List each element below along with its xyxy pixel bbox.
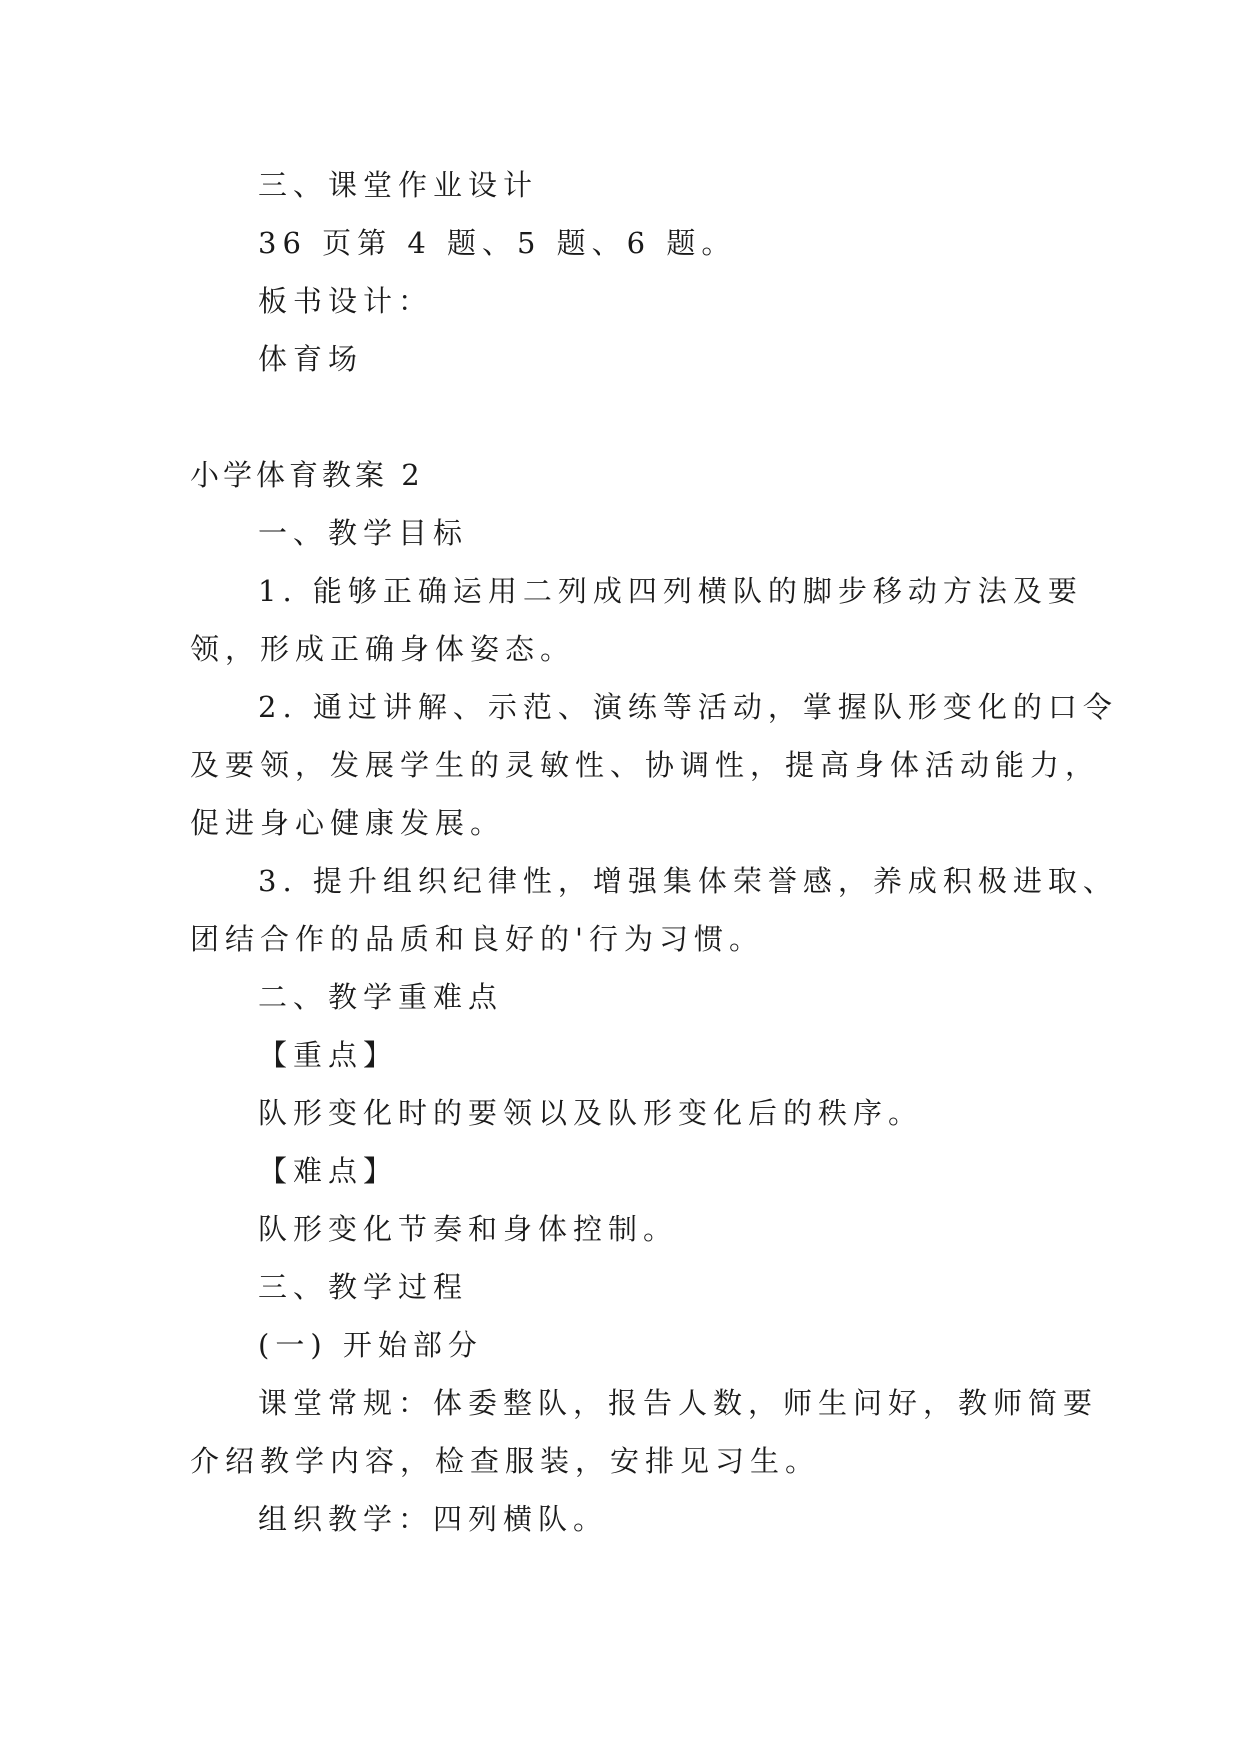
paragraph: 促进身心健康发展。 — [190, 806, 506, 840]
paragraph: 1. 能够正确运用二列成四列横队的脚步移动方法及要 — [258, 574, 1083, 608]
paragraph: 介绍教学内容，检查服装，安排见习生。 — [190, 1444, 821, 1478]
paragraph: 板书设计： — [258, 284, 434, 318]
document-title: 小学体育教案 2 — [190, 458, 424, 492]
paragraph: 领，形成正确身体姿态。 — [190, 632, 576, 666]
paragraph: 队形变化时的要领以及队形变化后的秩序。 — [258, 1096, 924, 1130]
section-heading: 二、教学重难点 — [258, 980, 504, 1014]
subheading: 【重点】 — [258, 1038, 399, 1072]
subheading: 【难点】 — [258, 1154, 399, 1188]
paragraph: 组织教学：四列横队。 — [258, 1502, 609, 1536]
subheading: (一) 开始部分 — [258, 1328, 483, 1362]
paragraph: 36 页第 4 题、5 题、6 题。 — [258, 226, 737, 260]
paragraph: 及要领，发展学生的灵敏性、协调性，提高身体活动能力， — [190, 748, 1101, 782]
section-heading: 一、教学目标 — [258, 516, 469, 550]
paragraph: 3. 提升组织纪律性，增强集体荣誉感，养成积极进取、 — [258, 864, 1118, 898]
section-heading: 三、教学过程 — [258, 1270, 469, 1304]
paragraph: 体育场 — [258, 342, 364, 376]
paragraph: 队形变化节奏和身体控制。 — [258, 1212, 679, 1246]
paragraph: 团结合作的品质和良好的'行为习惯。 — [190, 922, 764, 956]
paragraph: 2. 通过讲解、示范、演练等活动，掌握队形变化的口令 — [258, 690, 1118, 724]
section-heading: 三、课堂作业设计 — [258, 168, 539, 202]
paragraph: 课堂常规：体委整队，报告人数，师生问好，教师简要 — [258, 1386, 1099, 1420]
